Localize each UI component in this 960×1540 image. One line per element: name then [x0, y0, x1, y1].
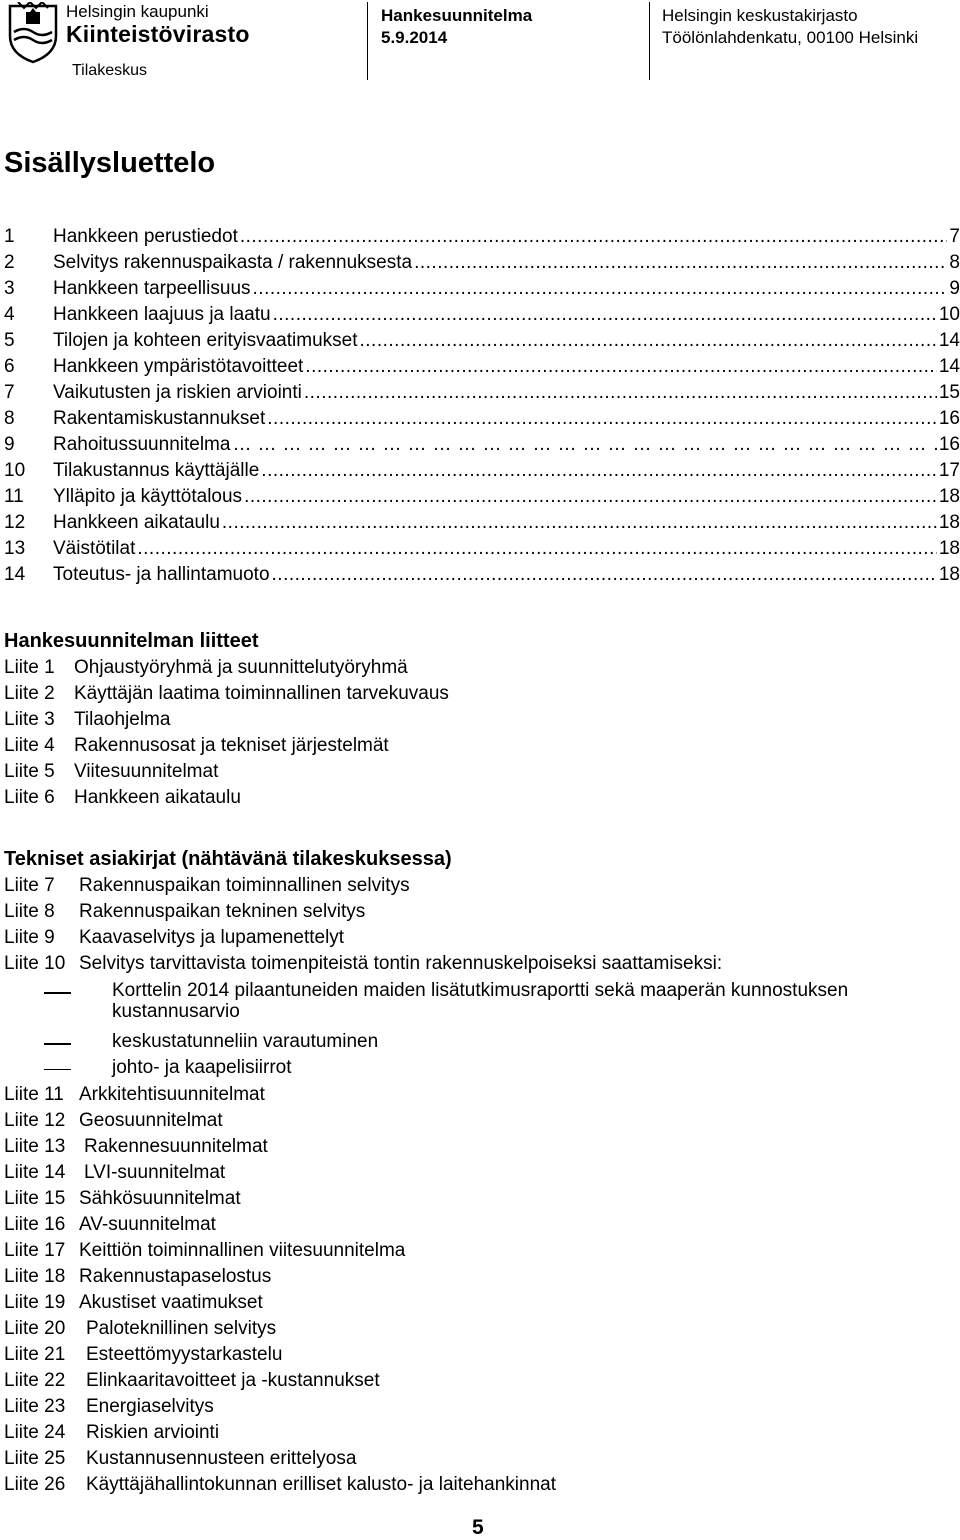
toc-text: Hankkeen laajuus ja laatu	[53, 304, 271, 325]
toc-number: 5	[4, 330, 15, 351]
appendix-text: Rakennesuunnitelmat	[84, 1136, 268, 1157]
appendix-id: Liite 4	[4, 735, 55, 756]
appendix-text: Rakennustapaselostus	[79, 1266, 272, 1287]
toc-number: 6	[4, 356, 15, 377]
appendix-id: Liite 6	[4, 787, 55, 808]
appendix-text: Akustiset vaatimukset	[79, 1292, 263, 1313]
list-item	[4, 1368, 960, 1394]
appendix-text: Rakennuspaikan tekninen selvitys	[79, 901, 366, 922]
appendix-id: Liite 17	[4, 1240, 66, 1261]
appendix-text: Tilaohjelma	[74, 709, 171, 730]
list-item	[4, 1160, 960, 1186]
list-item	[4, 655, 960, 681]
doc-date: 5.9.2014	[381, 28, 448, 47]
toc-page: 16	[938, 434, 960, 455]
appendix-id: Liite 5	[4, 761, 55, 782]
toc-page: 16	[938, 408, 960, 429]
toc-leader	[305, 354, 937, 380]
toc-page: 18	[938, 486, 960, 507]
toc-page: 7	[949, 226, 960, 247]
toc-number: 10	[4, 460, 26, 481]
toc-page: 14	[938, 356, 960, 377]
toc-number: 14	[4, 564, 26, 585]
table-of-contents	[4, 224, 960, 588]
appendix-id: Liite 13	[4, 1136, 66, 1157]
toc-page: 8	[949, 252, 960, 273]
toc-leader	[261, 458, 937, 484]
page-number: 5	[472, 1516, 484, 1539]
appendix-text: Sähkösuunnitelmat	[79, 1188, 241, 1209]
appendix-id: Liite 12	[4, 1110, 66, 1131]
list-item	[4, 759, 960, 785]
org-unit: Tilakeskus	[72, 62, 147, 79]
dash-bullet	[44, 1043, 71, 1045]
toc-text: Hankkeen tarpeellisuus	[53, 278, 251, 299]
header-divider	[367, 2, 368, 80]
toc-leader	[267, 406, 937, 432]
bullet-item	[4, 1058, 960, 1079]
toc-number: 8	[4, 408, 15, 429]
toc-entry[interactable]	[4, 224, 960, 250]
toc-leader	[222, 510, 937, 536]
appendix-text: Ohjaustyöryhmä ja suunnittelutyöryhmä	[74, 657, 408, 678]
toc-number: 13	[4, 538, 26, 559]
helsinki-crest-icon	[4, 2, 62, 64]
dash-bullet	[44, 992, 71, 994]
appendices-title: Hankesuunnitelman liitteet	[4, 630, 259, 652]
toc-number: 7	[4, 382, 15, 403]
list-item	[4, 873, 960, 899]
list-item	[4, 1394, 960, 1420]
project-address: Töölönlahdenkatu, 00100 Helsinki	[662, 28, 919, 47]
toc-entry[interactable]	[4, 380, 960, 406]
toc-text: Väistötilat	[53, 538, 136, 559]
list-item	[4, 1264, 960, 1290]
toc-page: 18	[938, 564, 960, 585]
appendix-text: Arkkitehtisuunnitelmat	[79, 1084, 265, 1105]
list-item	[4, 1212, 960, 1238]
bullet-text: Korttelin 2014 pilaantuneiden maiden lisätutkimusraportti sekä maaperän kunnostuksen kustannusarvio	[112, 980, 849, 1022]
appendix-id: Liite 11	[4, 1084, 64, 1105]
appendix-text: Viitesuunnitelmat	[74, 761, 219, 782]
appendix-text: Esteettömyystarkastelu	[86, 1344, 283, 1365]
toc-page: 15	[938, 382, 960, 403]
appendix-id: Liite 1	[4, 657, 55, 678]
list-item	[4, 1420, 960, 1446]
toc-number: 11	[4, 486, 24, 507]
toc-leader	[253, 276, 948, 302]
appendix-text: Energiaselvitys	[86, 1396, 214, 1417]
toc-number: 2	[4, 252, 15, 273]
toc-number: 1	[4, 226, 15, 247]
list-item	[4, 1472, 960, 1498]
toc-entry[interactable]	[4, 354, 960, 380]
appendix-text: Geosuunnitelmat	[79, 1110, 223, 1131]
appendix-id: Liite 10	[4, 953, 66, 974]
header-divider	[649, 2, 650, 80]
appendix-id: Liite 2	[4, 683, 55, 704]
appendix-id: Liite 24	[4, 1422, 66, 1443]
appendix-text: Käyttäjähallintokunnan erilliset kalusto- ja laitehankinnat	[86, 1474, 557, 1495]
toc-text: Rakentamiskustannukset	[53, 408, 266, 429]
toc-entry[interactable]	[4, 406, 960, 432]
appendix-text: Kustannusennusteen erittelyosa	[86, 1448, 357, 1469]
toc-leader	[232, 432, 936, 458]
toc-text: Hankkeen aikataulu	[53, 512, 220, 533]
appendix-text: Rakennusosat ja tekniset järjestelmät	[74, 735, 389, 756]
appendix-id: Liite 21	[4, 1344, 66, 1365]
appendix-text: Selvitys tarvittavista toimenpiteistä tontin rakennuskelpoiseksi saattamiseksi:	[79, 953, 723, 974]
toc-entry[interactable]	[4, 432, 960, 458]
toc-number: 4	[4, 304, 15, 325]
org-name-line2: Kiinteistövirasto	[66, 21, 250, 47]
page-title: Sisällysluettelo	[4, 147, 216, 179]
appendix-id: Liite 20	[4, 1318, 66, 1339]
toc-entry[interactable]	[4, 484, 960, 510]
appendix-id: Liite 22	[4, 1370, 66, 1391]
list-item	[4, 1446, 960, 1472]
appendix-id: Liite 26	[4, 1474, 66, 1495]
toc-leader	[240, 224, 948, 250]
toc-text: Hankkeen ympäristötavoitteet	[53, 356, 304, 377]
toc-text: Hankkeen perustiedot	[53, 226, 238, 247]
list-item	[4, 681, 960, 707]
toc-leader	[304, 380, 937, 406]
list-item	[4, 1238, 960, 1264]
appendix-text: Elinkaaritavoitteet ja -kustannukset	[86, 1370, 380, 1391]
list-item	[4, 733, 960, 759]
bullet-item	[4, 1032, 960, 1053]
appendix-id: Liite 14	[4, 1162, 66, 1183]
appendix-text: AV-suunnitelmat	[79, 1214, 216, 1235]
list-item	[4, 785, 960, 811]
toc-text: Vaikutusten ja riskien arviointi	[53, 382, 302, 403]
appendix-id: Liite 7	[4, 875, 55, 896]
toc-leader	[272, 562, 937, 588]
toc-page: 17	[938, 460, 960, 481]
toc-leader	[137, 536, 936, 562]
appendix-text: Paloteknillinen selvitys	[86, 1318, 277, 1339]
list-item	[4, 1290, 960, 1316]
bullet-item	[4, 981, 960, 1022]
project-name: Helsingin keskustakirjasto	[662, 6, 858, 25]
list-item	[4, 1108, 960, 1134]
doc-title: Hankesuunnitelma	[381, 6, 533, 25]
appendix-id: Liite 9	[4, 927, 55, 948]
appendix-id: Liite 25	[4, 1448, 66, 1469]
toc-text: Rahoitussuunnitelma	[53, 434, 231, 455]
toc-entry[interactable]	[4, 562, 960, 588]
bullet-text: keskustatunneliin varautuminen	[112, 1031, 379, 1052]
toc-leader	[273, 302, 937, 328]
toc-number: 3	[4, 278, 15, 299]
org-name-line1: Helsingin kaupunki	[66, 2, 209, 21]
appendices-section	[4, 627, 960, 811]
toc-text: Toteutus- ja hallintamuoto	[53, 564, 270, 585]
appendix-id: Liite 8	[4, 901, 55, 922]
toc-entry[interactable]	[4, 328, 960, 354]
toc-text: Ylläpito ja käyttötalous	[53, 486, 243, 507]
toc-page: 10	[938, 304, 960, 325]
appendix-id: Liite 15	[4, 1188, 66, 1209]
toc-entry[interactable]	[4, 536, 960, 562]
toc-leader	[244, 484, 937, 510]
list-item	[4, 707, 960, 733]
bullet-text: johto- ja kaapelisiirrot	[112, 1056, 292, 1078]
appendix-id: Liite 3	[4, 709, 55, 730]
toc-entry[interactable]	[4, 276, 960, 302]
appendix-text: Hankkeen aikataulu	[74, 787, 241, 808]
appendix-text: LVI-suunnitelmat	[84, 1162, 226, 1183]
toc-entry[interactable]	[4, 250, 960, 276]
appendix-id: Liite 19	[4, 1292, 66, 1313]
toc-entry[interactable]	[4, 458, 960, 484]
toc-page: 18	[938, 512, 960, 533]
toc-text: Tilojen ja kohteen erityisvaatimukset	[53, 330, 358, 351]
toc-number: 9	[4, 434, 15, 455]
toc-page: 18	[938, 538, 960, 559]
list-item	[4, 1082, 960, 1108]
list-item	[4, 899, 960, 925]
appendix-text: Kaavaselvitys ja lupamenettelyt	[79, 927, 345, 948]
technical-documents-section	[4, 845, 960, 1498]
list-item	[4, 1342, 960, 1368]
toc-page: 14	[938, 330, 960, 351]
appendix-id: Liite 23	[4, 1396, 66, 1417]
toc-leader	[414, 250, 947, 276]
toc-text: Selvitys rakennuspaikasta / rakennuksesta	[53, 252, 413, 273]
technical-title: Tekniset asiakirjat (nähtävänä tilakeskuksessa)	[4, 848, 452, 870]
toc-entry[interactable]	[4, 510, 960, 536]
list-item	[4, 951, 960, 977]
appendix-text: Rakennuspaikan toiminnallinen selvitys	[79, 875, 410, 896]
toc-leader	[360, 328, 937, 354]
list-item	[4, 1134, 960, 1160]
toc-number: 12	[4, 512, 26, 533]
appendix-text: Käyttäjän laatima toiminnallinen tarvekuvaus	[74, 683, 449, 704]
toc-page: 9	[949, 278, 960, 299]
toc-entry[interactable]	[4, 302, 960, 328]
list-item	[4, 1186, 960, 1212]
list-item	[4, 1316, 960, 1342]
appendix-id: Liite 18	[4, 1266, 66, 1287]
list-item	[4, 925, 960, 951]
appendix-id: Liite 16	[4, 1214, 66, 1235]
appendix-text: Keittiön toiminnallinen viitesuunnitelma	[79, 1240, 406, 1261]
toc-text: Tilakustannus käyttäjälle	[53, 460, 260, 481]
dash-bullet	[44, 1069, 71, 1071]
appendix-text: Riskien arviointi	[86, 1422, 220, 1443]
